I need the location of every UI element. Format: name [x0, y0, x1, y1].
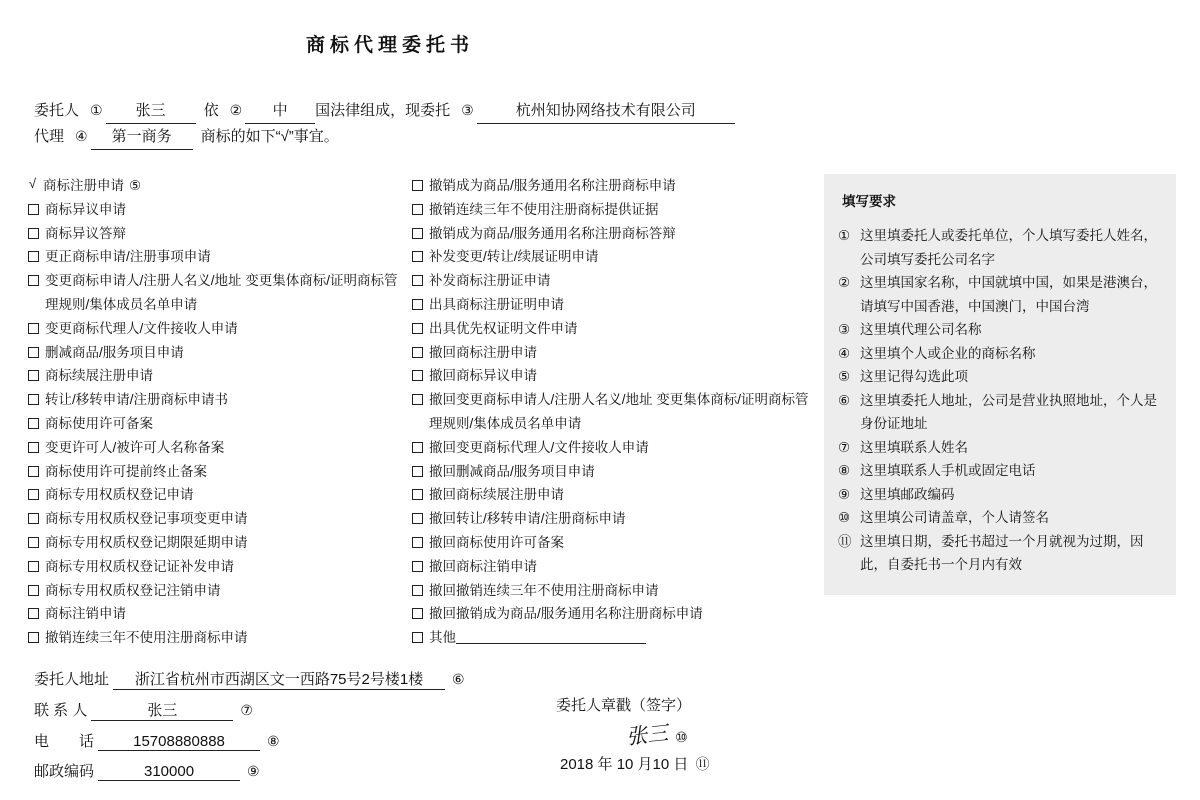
mark-11: ⑪: [695, 756, 710, 772]
checkbox-label: 变更商标代理人/文件接收人申请: [45, 320, 238, 336]
checkbox-item[interactable]: [28, 460, 398, 484]
date-text[interactable]: 2018 年 10 月10 日: [560, 756, 689, 773]
checkbox-icon[interactable]: [412, 394, 423, 405]
checkbox-icon[interactable]: [412, 561, 423, 572]
checkbox-icon[interactable]: [28, 608, 39, 619]
checkbox-icon[interactable]: [28, 204, 39, 215]
checkbox-item[interactable]: [28, 245, 398, 269]
note-number: ①: [838, 228, 851, 243]
note-item: [838, 342, 1162, 366]
checkbox-item[interactable]: [28, 364, 398, 388]
mark-10: ⑩: [675, 729, 688, 745]
note-number: ⑤: [838, 369, 851, 384]
mark-7: ⑦: [240, 702, 253, 718]
checkbox-label: 撤回撤销成为商品/服务通用名称注册商标申请: [429, 606, 703, 622]
checkbox-item[interactable]: [28, 174, 398, 198]
checkbox-icon[interactable]: [28, 537, 39, 548]
checkbox-item[interactable]: [412, 436, 812, 460]
checkbox-icon[interactable]: [28, 561, 39, 572]
mark-9: ⑨: [247, 763, 260, 779]
checkbox-icon[interactable]: [28, 418, 39, 429]
zip-label: 邮政编码: [34, 763, 95, 780]
checkbox-label: 撤回商标注册申请: [429, 344, 537, 360]
checkbox-icon[interactable]: [412, 442, 423, 453]
zip-input[interactable]: 310000: [98, 763, 240, 781]
checkmark-icon[interactable]: √: [28, 176, 37, 191]
checkbox-item[interactable]: [412, 626, 812, 650]
agency-field[interactable]: 杭州知协网络技术有限公司: [477, 98, 735, 124]
checkbox-item[interactable]: [412, 174, 812, 198]
note-item: [838, 389, 1162, 436]
checkbox-icon[interactable]: [412, 228, 423, 239]
checkbox-label: 撤回变更商标申请人/注册人名义/地址 变更集体商标/证明商标管理规则/集体成员名单申请: [429, 392, 809, 431]
checkbox-icon[interactable]: [412, 489, 423, 500]
note-text: 这里填个人或企业的商标名称: [860, 345, 1036, 361]
checkbox-icon[interactable]: [28, 251, 39, 262]
checkbox-label: 撤回商标注销申请: [429, 558, 537, 574]
checkbox-icon[interactable]: [28, 370, 39, 381]
checkbox-label: 商标注销申请: [45, 606, 126, 622]
note-text: 这里填日期，委托书超过一个月就视为过期，因此，自委托书一个月内有效: [860, 533, 1144, 572]
checkbox-label: 商标专用权质权登记注销申请: [45, 582, 221, 598]
checkbox-label: 商标续展注册申请: [45, 368, 153, 384]
notes-list: [838, 224, 1162, 577]
checkbox-label: 出具商标注册证明申请: [429, 296, 564, 312]
checkbox-icon[interactable]: [412, 251, 423, 262]
word-yi: 依: [203, 102, 219, 119]
checkbox-marker: ⑤: [129, 178, 142, 193]
checkbox-icon[interactable]: [412, 299, 423, 310]
checkbox-item[interactable]: [412, 555, 812, 579]
contact-input[interactable]: 张三: [91, 699, 233, 721]
checkbox-label: 商标专用权质权登记事项变更申请: [45, 511, 248, 527]
checkbox-icon[interactable]: [28, 632, 39, 643]
checkbox-item[interactable]: [412, 507, 812, 531]
checkbox-icon[interactable]: [28, 466, 39, 477]
mark-4: ④: [75, 128, 88, 144]
note-number: ⑨: [838, 486, 851, 502]
other-input[interactable]: [456, 629, 646, 644]
country-field[interactable]: 中: [245, 98, 315, 124]
checkbox-item[interactable]: [412, 602, 812, 626]
intro-line-2: [34, 124, 754, 150]
checkbox-icon[interactable]: [28, 275, 39, 286]
client-label: 委托人: [34, 102, 80, 119]
note-item: [838, 365, 1162, 389]
note-number: ⑥: [838, 392, 851, 408]
note-number: ⑩: [838, 510, 851, 525]
checkbox-icon[interactable]: [412, 323, 423, 334]
checkbox-label: 撤回删减商品/服务项目申请: [429, 463, 595, 479]
checkbox-icon[interactable]: [412, 180, 423, 191]
note-number: ③: [838, 322, 851, 337]
checkbox-label: 更正商标申请/注册事项申请: [45, 249, 211, 265]
mark-3: ③: [461, 102, 474, 118]
note-item: [838, 459, 1162, 483]
client-name-field[interactable]: 张三: [106, 98, 196, 124]
checkbox-item[interactable]: [412, 341, 812, 365]
note-item: [838, 271, 1162, 318]
mark-6: ⑥: [452, 671, 465, 687]
note-item: [838, 530, 1162, 577]
checkbox-item[interactable]: [412, 198, 812, 222]
note-text: 这里记得勾选此项: [860, 369, 968, 384]
contact-label: 联 系 人: [34, 702, 88, 719]
seal-signature: 张三: [624, 720, 670, 750]
notes-title: 填写要求: [842, 194, 896, 209]
checkbox-item[interactable]: [412, 388, 812, 436]
checkbox-item[interactable]: [412, 460, 812, 484]
checkbox-icon[interactable]: [412, 204, 423, 215]
checkbox-label: 变更许可人/被许可人名称备案: [45, 439, 225, 455]
checkbox-icon[interactable]: [28, 228, 39, 239]
checkbox-icon[interactable]: [412, 466, 423, 477]
note-text: 这里填国家名称，中国就填中国，如果是港澳台，请填写中国香港，中国澳门，中国台湾: [860, 275, 1157, 314]
checkbox-icon[interactable]: [412, 537, 423, 548]
checkbox-label: 撤回转让/移转申请/注册商标申请: [429, 511, 626, 527]
checkbox-item[interactable]: [28, 341, 398, 365]
checkbox-item[interactable]: [412, 245, 812, 269]
checkbox-label: 撤回商标续展注册申请: [429, 487, 564, 503]
checkbox-item[interactable]: [28, 531, 398, 555]
date-row: [560, 753, 856, 774]
law-text: 国法律组成，现委托: [315, 102, 451, 119]
checkbox-label: 商标使用许可提前终止备案: [45, 463, 207, 479]
checkbox-label: 其他: [429, 626, 812, 650]
checkbox-icon[interactable]: [412, 608, 423, 619]
page-title: 商标代理委托书: [305, 35, 474, 56]
checkbox-icon[interactable]: [412, 513, 423, 524]
checkbox-icon[interactable]: [28, 394, 39, 405]
checkbox-label: 变更商标申请人/注册人名义/地址 变更集体商标/证明商标管理规则/集体成员名单申请: [45, 273, 398, 312]
checkbox-item[interactable]: [28, 198, 398, 222]
checkbox-item[interactable]: [28, 436, 398, 460]
seal-signature-row: [556, 719, 856, 749]
phone-input[interactable]: 15708880888: [98, 733, 260, 751]
checkbox-item[interactable]: [28, 222, 398, 246]
note-text: 这里填公司请盖章，个人请签名: [860, 510, 1049, 525]
notes-panel: [824, 174, 1176, 595]
checkbox-icon[interactable]: [28, 489, 39, 500]
note-text: 这里填委托人地址，公司是营业执照地址，个人是身份证地址: [860, 392, 1157, 431]
checkbox-label: 补发变更/转让/续展证明申请: [429, 249, 599, 265]
note-number: ⑦: [838, 439, 851, 455]
note-item: [838, 318, 1162, 342]
checkbox-item[interactable]: [412, 579, 812, 603]
note-number: ④: [838, 345, 851, 361]
note-text: 这里填邮政编码: [860, 486, 955, 502]
checkbox-item[interactable]: [28, 483, 398, 507]
checkbox-label: 撤销成为商品/服务通用名称注册商标申请: [429, 178, 676, 193]
checkbox-item[interactable]: [28, 388, 398, 412]
checkbox-label: 撤回商标异议申请: [429, 368, 537, 384]
note-item: [838, 483, 1162, 507]
note-text: 这里填委托人或委托单位，个人填写委托人姓名，公司填写委托公司名字: [860, 228, 1157, 267]
intro-tail-text: 商标的如下“√”事宜。: [200, 128, 339, 145]
checkbox-item[interactable]: [412, 222, 812, 246]
note-text: 这里填联系人手机或固定电话: [860, 463, 1036, 478]
checkbox-item[interactable]: [28, 626, 398, 650]
mark-2: ②: [229, 102, 243, 118]
note-text: 这里填代理公司名称: [860, 322, 982, 337]
checkbox-column-left: [28, 174, 398, 650]
checkbox-label: 商标异议申请: [45, 201, 126, 217]
address-label: 委托人地址: [34, 671, 110, 688]
checkbox-label: 出具优先权证明文件申请: [429, 320, 578, 336]
checkbox-label: 商标注册申请 ⑤: [43, 178, 142, 193]
phone-label: 电 话: [34, 733, 95, 750]
checkbox-label: 商标使用许可备案: [45, 415, 153, 431]
note-item: [838, 436, 1162, 460]
intro-paragraph: [34, 98, 754, 150]
note-number: ⑪: [838, 533, 852, 549]
checkbox-item[interactable]: [28, 412, 398, 436]
checkbox-label: 撤回商标使用许可备案: [429, 534, 564, 550]
checkbox-label: 商标专用权质权登记申请: [45, 487, 194, 503]
checkbox-label: 撤销连续三年不使用注册商标申请: [45, 630, 248, 646]
address-input[interactable]: 浙江省杭州市西湖区文一西路75号2号楼1楼: [113, 668, 445, 690]
checkbox-item[interactable]: [412, 483, 812, 507]
checkbox-item[interactable]: [412, 531, 812, 555]
checkbox-label: 商标专用权质权登记期限延期申请: [45, 534, 248, 550]
checkbox-label: 撤销成为商品/服务通用名称注册商标答辩: [429, 225, 676, 241]
checkbox-icon[interactable]: [412, 585, 423, 596]
note-number: ⑧: [838, 463, 851, 478]
address-row: [34, 668, 774, 690]
checkbox-icon[interactable]: [412, 347, 423, 358]
checkbox-icon[interactable]: [412, 370, 423, 381]
checkbox-item[interactable]: [28, 507, 398, 531]
checkbox-icon[interactable]: [28, 513, 39, 524]
mark-1: ①: [90, 102, 103, 118]
checkbox-icon[interactable]: [28, 442, 39, 453]
checkbox-icon[interactable]: [412, 632, 423, 643]
note-item: [838, 224, 1162, 271]
checkbox-icon[interactable]: [28, 585, 39, 596]
checkbox-icon[interactable]: [28, 347, 39, 358]
intro-line-1: [34, 98, 754, 124]
seal-label: 委托人章戳（签字）: [556, 697, 692, 714]
checkbox-label: 转让/移转申请/注册商标申请书: [45, 392, 229, 408]
note-number: ②: [838, 275, 851, 290]
agent-label: 代理: [34, 128, 65, 145]
checkbox-label: 撤回撤销连续三年不使用注册商标申请: [429, 582, 659, 598]
checkbox-item[interactable]: [28, 555, 398, 579]
checkbox-column-middle: [412, 174, 812, 650]
trademark-field[interactable]: 第一商务: [91, 124, 193, 150]
checkbox-item[interactable]: [28, 269, 398, 317]
note-text: 这里填联系人姓名: [860, 439, 968, 455]
checkbox-item[interactable]: [412, 317, 812, 341]
checkbox-label: 撤销连续三年不使用注册商标提供证据: [429, 201, 659, 217]
checkbox-item[interactable]: [28, 602, 398, 626]
checkbox-label: 商标异议答辩: [45, 225, 126, 241]
checkbox-label: 商标专用权质权登记证补发申请: [45, 558, 234, 574]
checkbox-item[interactable]: [28, 579, 398, 603]
checkbox-icon[interactable]: [28, 323, 39, 334]
signature-block: [556, 694, 856, 774]
mark-8: ⑧: [267, 733, 280, 749]
checkbox-item[interactable]: [412, 293, 812, 317]
checkbox-label: 撤回变更商标代理人/文件接收人申请: [429, 439, 649, 455]
checkbox-item[interactable]: [412, 364, 812, 388]
checkbox-label: 删减商品/服务项目申请: [45, 344, 184, 360]
note-item: [838, 506, 1162, 530]
checkbox-icon[interactable]: [412, 275, 423, 286]
checkbox-item[interactable]: [28, 317, 398, 341]
checkbox-label: 补发商标注册证申请: [429, 273, 551, 289]
checkbox-item[interactable]: [412, 269, 812, 293]
